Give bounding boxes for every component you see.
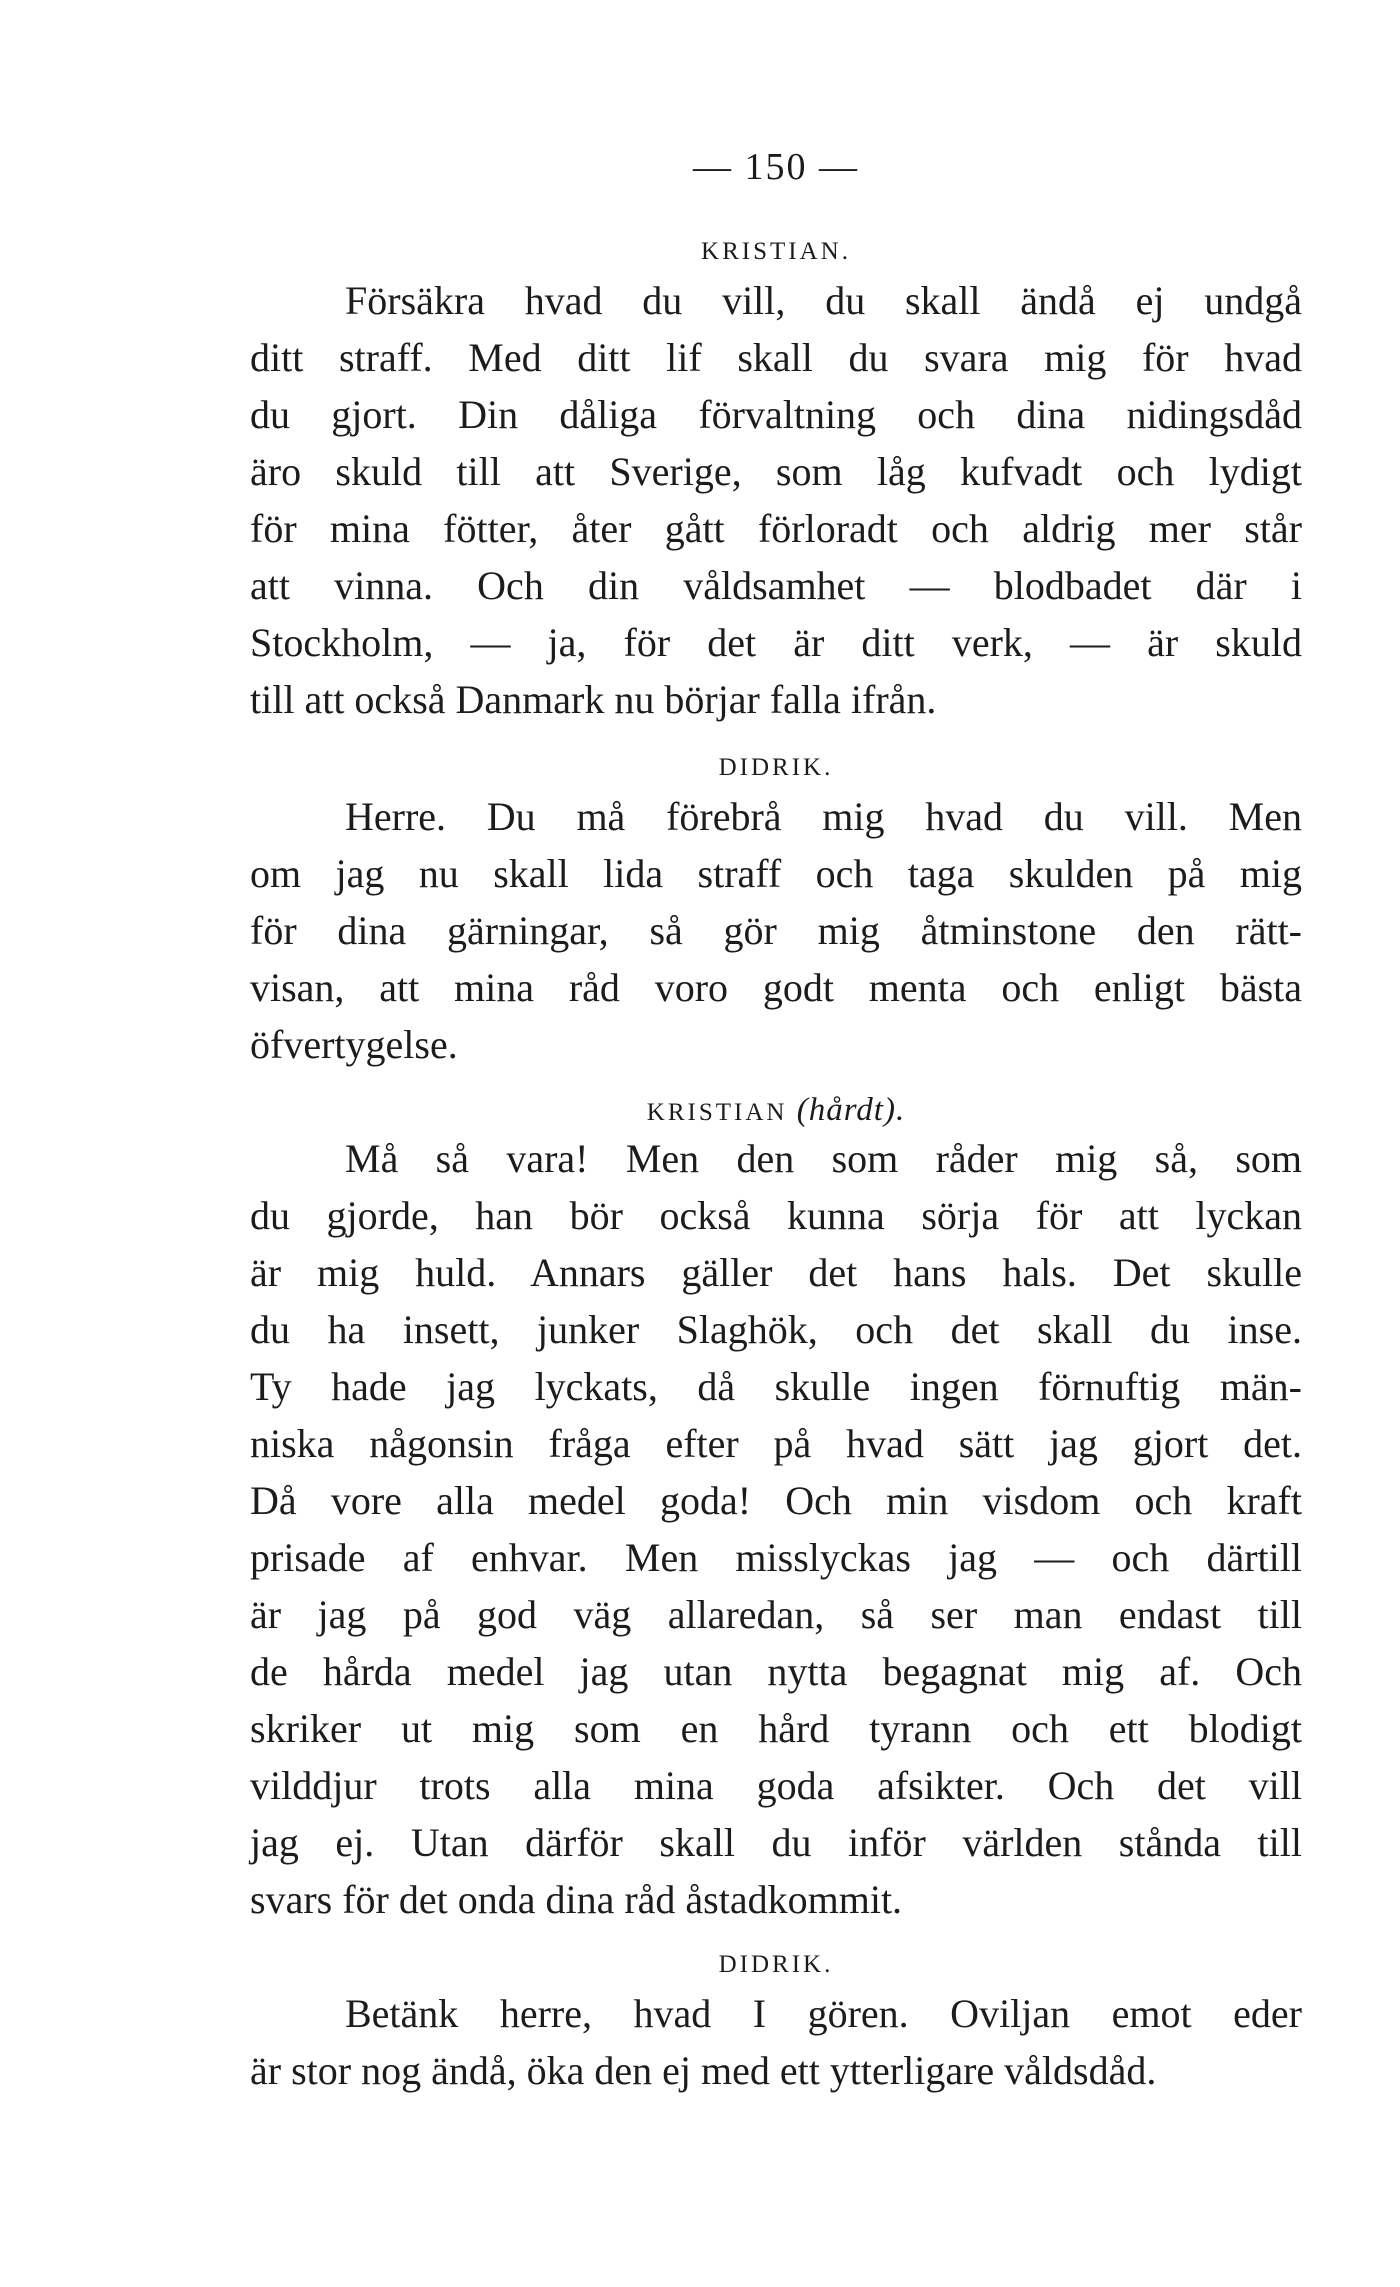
text-line: Då vore alla medel goda! Och min visdom och kraft [250,1478,1302,1523]
speaker-name [250,1090,1302,1130]
speech-kristian-2 [250,1090,1302,1928]
text-line: Stockholm, — ja, för det är ditt verk, — är skuld [250,620,1302,665]
speaker-label: KRISTIAN [646,1099,788,1126]
text-line: vilddjur trots alla mina goda afsikter. Och det vill [250,1763,1302,1808]
text-line: Ty hade jag lyckats, då skulle ingen förnuftig män- [250,1364,1302,1409]
text-line: Försäkra hvad du vill, du skall ändå ej undgå [345,278,1302,323]
text-line: niska någonsin fråga efter på hvad sätt jag gjort det. [250,1421,1302,1466]
text-line: är mig huld. Annars gäller det hans hals. Det skulle [250,1250,1302,1295]
text-line: är stor nog ändå, öka den ej med ett ytterligare våldsdåd. [250,2048,1157,2093]
text-line: för mina fötter, åter gått förloradt och aldrig mer står [250,506,1302,551]
text-line: de hårda medel jag utan nytta begagnat mig af. Och [250,1649,1302,1694]
text-line: till att också Danmark nu börjar falla ifrån. [250,677,937,722]
speaker-name [250,1945,1302,1985]
text-line: för dina gärningar, så gör mig åtminstone den rätt- [250,908,1302,953]
text-line: skriker ut mig som en hård tyrann och ett blodigt [250,1706,1302,1751]
stage-direction: (hårdt). [796,1092,906,1128]
text-line: äro skuld till att Sverige, som låg kufvadt och lydigt [250,449,1302,494]
text-line: ditt straff. Med ditt lif skall du svara mig för hvad [250,335,1302,380]
book-page [250,0,1302,2287]
text-line: Herre. Du må förebrå mig hvad du vill. Men [345,794,1302,839]
speech-didrik-1 [250,748,1302,1073]
speaker-label: DIDRIK. [718,754,834,781]
text-line: du gjorde, han bör också kunna sörja för att lyckan [250,1193,1302,1238]
page-number: — 150 — [693,146,859,188]
text-line: att vinna. Och din våldsamhet — blodbadet där i [250,563,1302,608]
speech-kristian-1 [250,232,1302,728]
text-line: jag ej. Utan därför skall du inför världen stånda till [250,1820,1302,1865]
speaker-label: KRISTIAN. [701,238,851,265]
speaker-name [250,232,1302,272]
text-line: svars för det onda dina råd åstadkommit. [250,1877,903,1922]
text-line: öfvertygelse. [250,1022,458,1067]
speaker-label: DIDRIK. [718,1951,834,1978]
text-line: visan, att mina råd voro godt menta och enligt bästa [250,965,1302,1010]
text-line: Betänk herre, hvad I gören. Oviljan emot eder [345,1991,1302,2036]
text-line: Må så vara! Men den som råder mig så, som [345,1136,1302,1181]
text-line: du ha insett, junker Slaghök, och det skall du inse. [250,1307,1302,1352]
text-line: är jag på god väg allaredan, så ser man endast till [250,1592,1302,1637]
speaker-name [250,748,1302,788]
text-line: prisade af enhvar. Men misslyckas jag — och därtill [250,1535,1302,1580]
text-line: om jag nu skall lida straff och taga skulden på mig [250,851,1302,896]
text-line: du gjort. Din dåliga förvaltning och dina nidingsdåd [250,392,1302,437]
speech-didrik-2 [250,1945,1302,2099]
